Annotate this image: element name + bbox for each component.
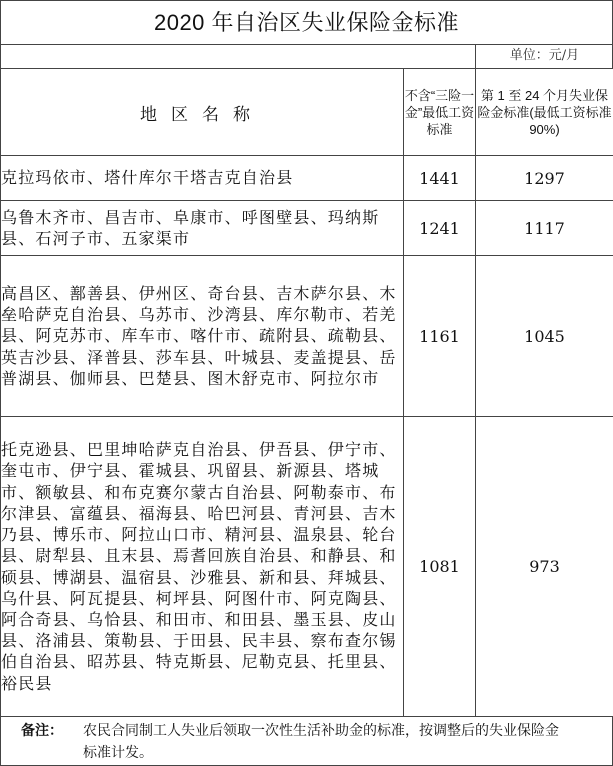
region-cell: 托克逊县、巴里坤哈萨克自治县、伊吾县、伊宁市、奎屯市、伊宁县、霍城县、巩留县、新源县、塔城市、额敏县、和布克赛尔蒙古自治县、阿勒泰市、布尔津县、富蕴县、福海县、哈巴河县、青河县、吉木乃县、博乐市、阿拉山口市、精河县、温泉县、轮台县、尉犁县、且末县、焉耆回族自治县、和静县、和硕县、博湖县、温宿县、沙雅县、新和县、拜城县、乌什县、阿瓦提县、柯坪县、阿图什市、阿克陶县、阿合奇县、乌恰县、和田市、和田县、墨玉县、皮山县、洛浦县、策勒县、于田县、民丰县、察布查尔锡伯自治县、昭苏县、特克斯县、尼勒克县、托里县、裕民县 [1, 417, 404, 717]
benefit-cell: 1045 [476, 256, 613, 417]
header-region: 地区名称 [1, 69, 404, 156]
region-cell: 乌鲁木齐市、昌吉市、阜康市、呼图壁县、玛纳斯县、石河子市、五家渠市 [1, 201, 404, 256]
unit-row [0, 44, 613, 68]
note-text: 农民合同制工人失业后领取一次性生活补助金的标准，按调整后的失业保险金标准计发。 [83, 722, 559, 760]
note-label: 备注： [21, 722, 63, 738]
table-row [1, 201, 613, 256]
table-row [1, 156, 613, 201]
min-wage-cell: 1161 [404, 256, 476, 417]
benefit-standard-table [0, 68, 613, 717]
table-row [1, 417, 613, 717]
header-benefit: 第 1 至 24 个月失业保险金标准(最低工资标准 90%) [476, 69, 613, 156]
table-row [1, 256, 613, 417]
unit-label: 单位：元/月 [475, 45, 613, 68]
note-row [0, 717, 613, 766]
header-min-wage: 不含“三险一金”最低工资标准 [404, 69, 476, 156]
min-wage-cell: 1081 [404, 417, 476, 717]
benefit-cell: 1297 [476, 156, 613, 201]
table-header-row [1, 69, 613, 156]
benefit-cell: 1117 [476, 201, 613, 256]
page-title: 2020 年自治区失业保险金标准 [0, 0, 613, 44]
region-cell: 高昌区、鄯善县、伊州区、奇台县、吉木萨尔县、木垒哈萨克自治县、乌苏市、沙湾县、库尔勒市、若羌县、阿克苏市、库车市、喀什市、疏附县、疏勒县、英吉沙县、泽普县、莎车县、叶城县、麦盖提县、岳普湖县、伽师县、巴楚县、图木舒克市、阿拉尔市 [1, 256, 404, 417]
benefit-cell: 973 [476, 417, 613, 717]
min-wage-cell: 1441 [404, 156, 476, 201]
min-wage-cell: 1241 [404, 201, 476, 256]
region-cell: 克拉玛依市、塔什库尔干塔吉克自治县 [1, 156, 404, 201]
